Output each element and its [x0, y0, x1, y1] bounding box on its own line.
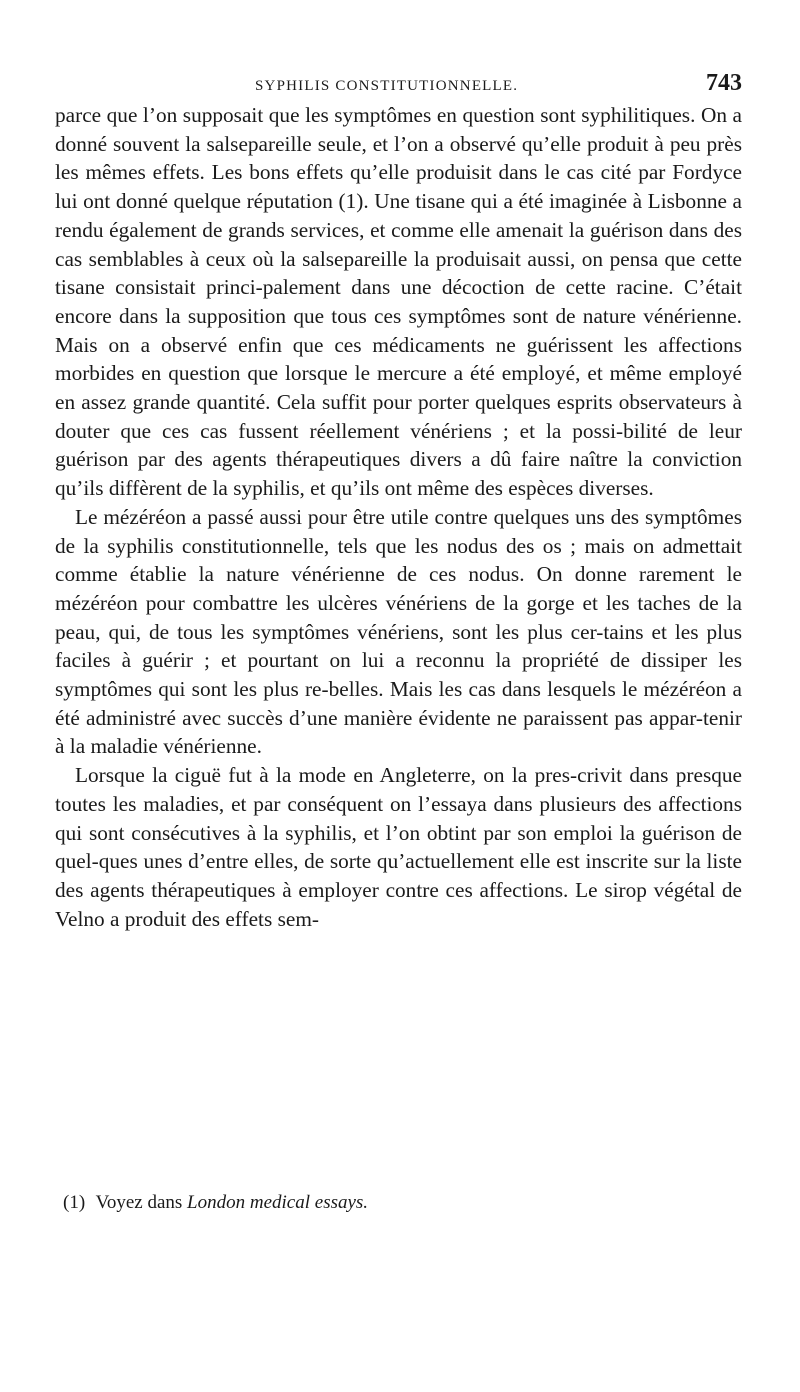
footnote-title: London medical essays.: [187, 1192, 369, 1213]
footnote: [55, 1190, 742, 1216]
paragraph-2: Le mézéréon a passé aussi pour être utile contre quelques uns des symptômes de la syphilis constitutionnelle, tels que les nodus des os ; mais on admettait comme établie la nature vénérienne de ces nodus. On donne rarement le mézéréon pour combattre les ulcères vénériens de la gorge et les taches de la peau, qui, de tous les symptômes vénériens, sont les plus cer-tains et les plus faciles à guérir ; et pourtant on lui a reconnu la propriété de dissiper les symptômes qui sont les plus re-belles. Mais les cas dans lesquels le mézéréon a été administré avec succès d’une manière évidente ne paraissent pas appar-tenir à la maladie vénérienne.: [55, 504, 742, 759]
body-text: [55, 101, 742, 933]
footnote-marker: (1): [63, 1192, 86, 1213]
running-header: [55, 70, 742, 104]
running-title: SYPHILIS CONSTITUTIONNELLE.: [255, 78, 519, 94]
page-number: 743: [706, 70, 742, 96]
paragraph-1: parce que l’on supposait que les symptômes en question sont syphilitiques. On a donné souvent la salsepareille seule, et l’on a observé qu’elle produit à peu près les mêmes effets. Les bons effets qu’elle produisit dans le cas cité par Fordyce lui ont donné quelque réputation (1). Une tisane qui a été imaginée à Lisbonne a rendu également de grands services, et comme elle amenait la guérison dans des cas semblables à ceux où la salsepareille la produisait aussi, on pensa que cette tisane consistait princi-palement dans une décoction de cette racine. C’était encore dans la supposition que tous ces symptômes sont de nature vénérienne. Mais on a observé enfin que ces médicaments ne guérissent les affections morbides en question que lorsque le mercure a été employé, et même employé en assez grande quantité. Cela suffit pour porter quelques esprits observateurs à douter que ces cas fussent réellement vénériens ; et la possi-bilité de leur guérison par des agents thérapeutiques divers a dû faire naître la conviction qu’ils diffèrent de la syphilis, et qu’ils ont même des espèces diverses.: [55, 103, 742, 501]
footnote-lead: Voyez dans: [95, 1192, 183, 1213]
paragraph-3: Lorsque la ciguë fut à la mode en Angleterre, on la pres-crivit dans presque toutes les maladies, et par conséquent on l’essaya dans plusieurs des affections qui sont consécutives à la syphilis, et l’on obtint par son emploi la guérison de quel-ques unes d’entre elles, de sorte qu’actuellement elle est inscrite sur la liste des agents thérapeutiques à employer contre ces affections. Le sirop végétal de Velno a produit des effets sem-: [55, 763, 742, 931]
